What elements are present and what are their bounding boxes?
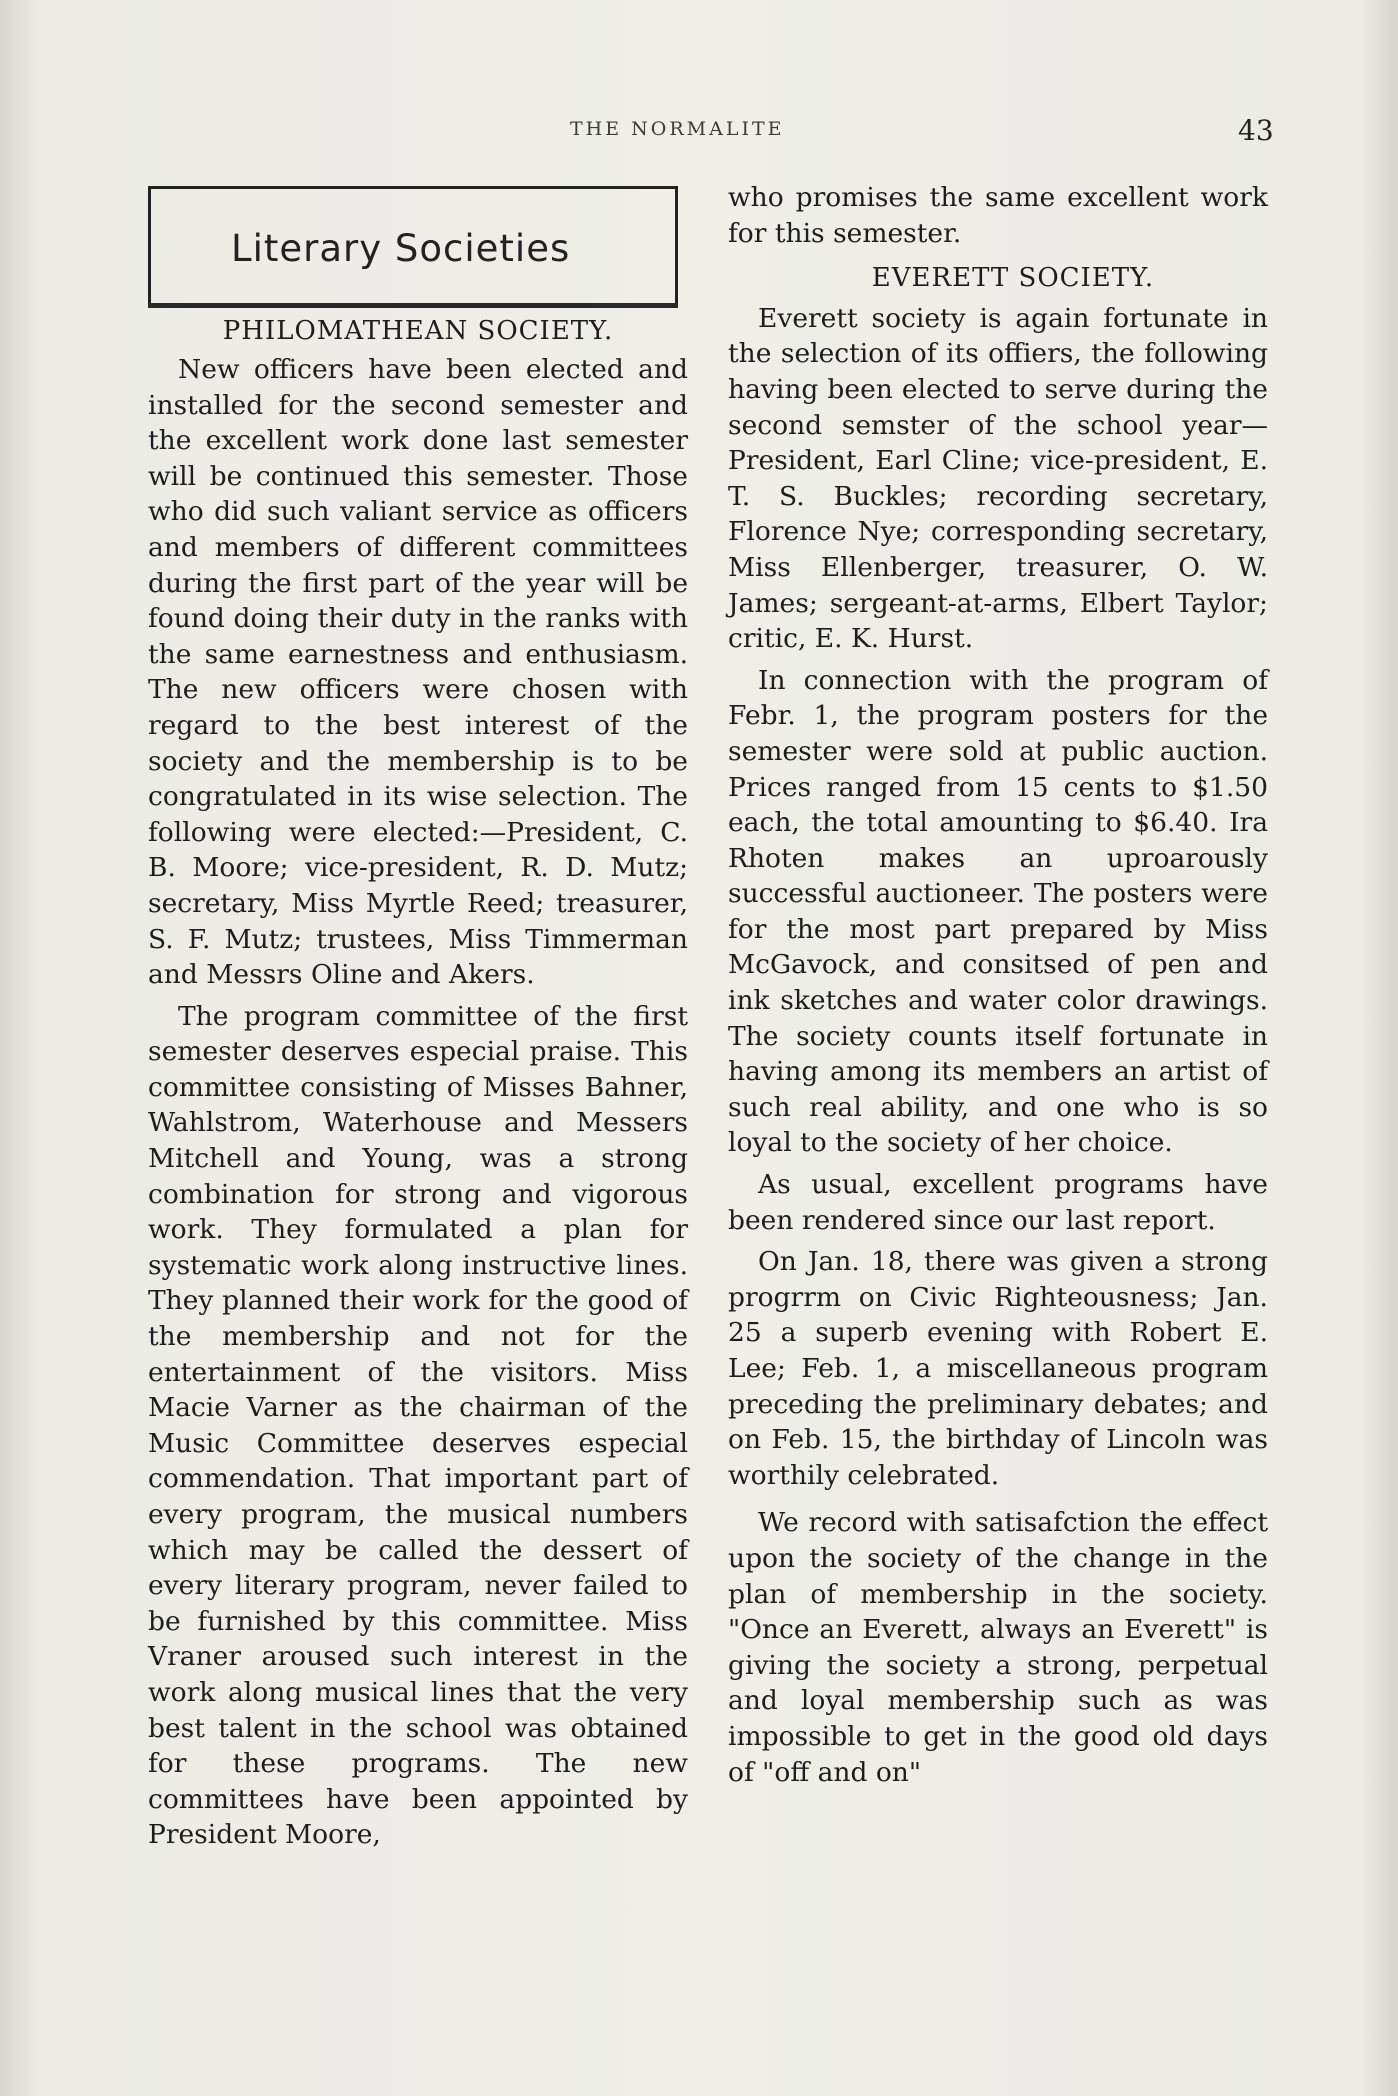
everett-paragraph-2: In connection with the program of Febr. 1, the program posters for the semester were sold at public auction. Prices ranged from 15 cents to $1.50 each, the total amounting to $6.40. Ira Rhoten makes an uproarously successful auctioneer. The posters were for the most part prepared by Miss McGavock, and consitsed of pen and ink sketches and water color drawings. The society counts itself fortunate in having among its members an artist of such real ability, and one who is so loyal to the society of her choice.: [728, 664, 1268, 1159]
section-title-box: [148, 186, 678, 304]
title-rule: [148, 303, 678, 308]
philomathean-paragraph-2: The program committee of the first semester deserves especial praise. This committee consisting of Misses Bahner, Wahlstrom, Waterhouse and Messers Mitchell and Young, was a strong combination for strong and vigorous work. They formulated a plan for systematic work along instructive lines. They planned their work for the good of the membership and not for the entertainment of the visitors. Miss Macie Varner as the chairman of the Music Committee deserves especial commendation. That important part of every program, the musical numbers which may be called the dessert of every literary program, never failed to be furnished by this committee. Miss Vraner aroused such interest in the work along musical lines that the very best talent in the school was obtained for these programs. The new committees have been appointed by President Moore,: [148, 1000, 688, 1851]
running-head: THE NORMALITE: [570, 118, 785, 140]
everett-paragraph-4: On Jan. 18, there was given a strong progrrm on Civic Righteousness; Jan. 25 a superb evening with Robert E. Lee; Feb. 1, a miscellaneous program preceding the preliminary debates; and on Feb. 15, the birthday of Lincoln was worthily celebrated.: [728, 1246, 1268, 1491]
section-title: Literary Societies: [231, 227, 571, 270]
everett-paragraph-5: We record with satisafction the effect upon the society of the change in the plan of membership in the society. "Once an Everett, always an Everett" is giving the society a strong, perpetual and loyal membership such as was impossible to get in the good old days of "off and on": [728, 1507, 1268, 1788]
philomathean-heading: PHILOMATHEAN SOCIETY.: [222, 316, 614, 346]
right-column: [728, 180, 1268, 1790]
everett-heading: EVERETT SOCIETY.: [871, 263, 1155, 294]
everett-paragraph-3: As usual, excellent programs have been rendered since our last report.: [728, 1169, 1268, 1236]
continuation-paragraph: who promises the same excellent work for this semester.: [728, 182, 1268, 249]
everett-paragraph-1: Everett society is again fortunate in the selection of its offiers, the following having been elected to serve during the second semster of the school year—President, Earl Cline; vice-president, E. T. S. Buckles; recording secretary, Florence Nye; corresponding secretary, Miss Ellenberger, treasurer, O. W. James; sergeant-at-arms, Elbert Taylor; critic, E. K. Hurst.: [728, 302, 1268, 655]
philomathean-heading-wrap: [148, 316, 688, 346]
left-column: [148, 352, 688, 1853]
philomathean-paragraph-1: New officers have been elected and installed for the second semester and the excellent work done last semester will be continued this semester. Those who did such valiant service as officers and members of different committees during the first part of the year will be found doing their duty in the ranks with the same earnestness and enthusiasm. The new officers were chosen with regard to the best interest of the society and the membership is to be congratulated in its wise selection. The following were elected:—President, C. B. Moore; vice-president, R. D. Mutz; secretary, Miss Myrtle Reed; treasurer, S. F. Mutz; trustees, Miss Timmerman and Messrs Oline and Akers.: [148, 354, 688, 991]
page-number: 43: [1238, 114, 1274, 147]
